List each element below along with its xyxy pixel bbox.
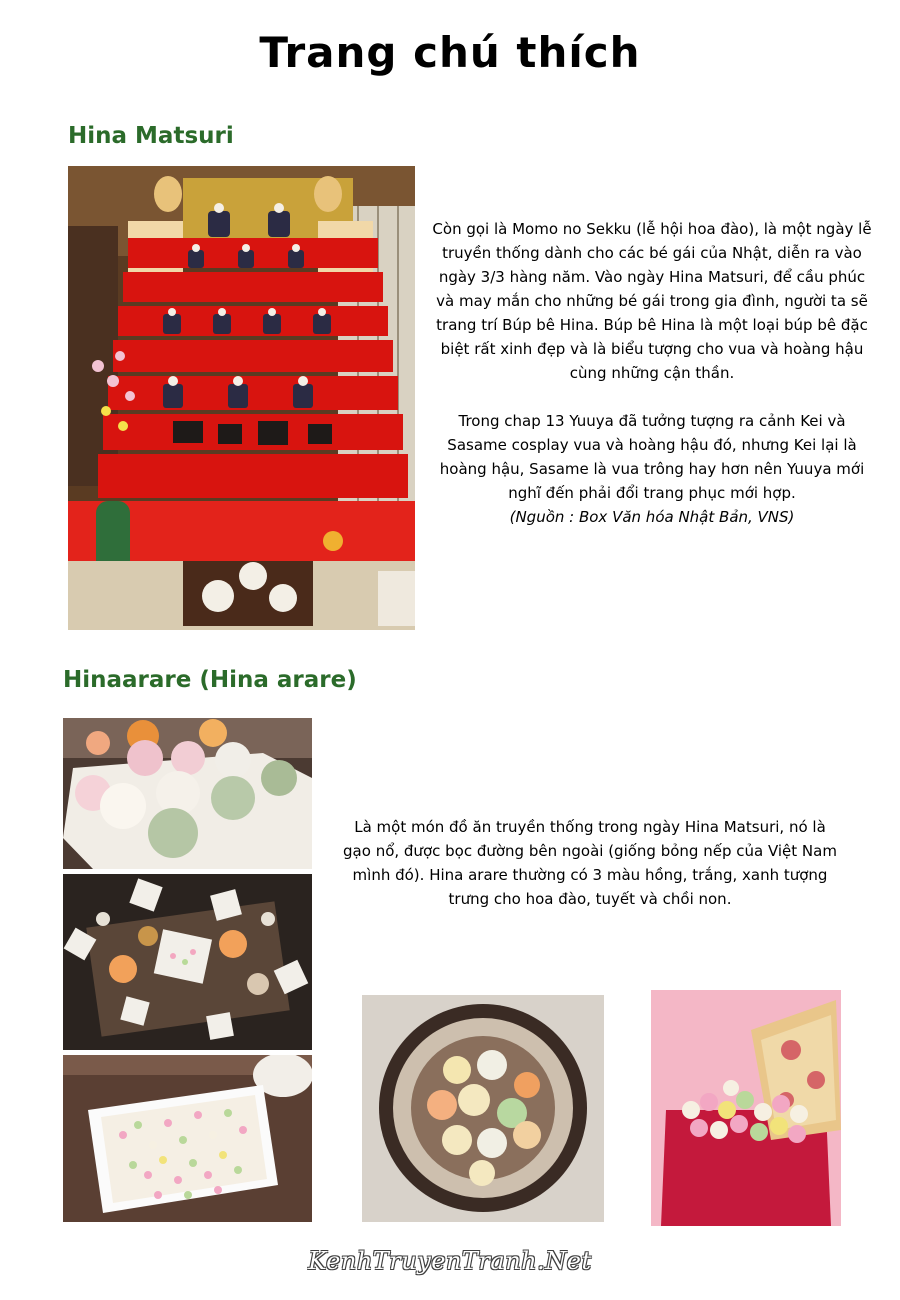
hina-doll-display-photo (68, 166, 415, 630)
mochi-sweets-photo (63, 718, 312, 869)
hinaarare-paragraph-1: Là một món đồ ăn truyền thống trong ngày Hina Matsuri, nó là gạo nổ, được bọc đường bên ngoài (giống bỏng nếp của Việt Nam mình đó). Hina arare thường có 3 màu hồng, trắng, xanh tượng trưng cho hoa đào, tuyết và chồi non. (343, 818, 837, 908)
section-heading-hina-matsuri: Hina Matsuri (68, 123, 234, 149)
hina-matsuri-paragraph-2: Trong chap 13 Yuuya đã tưởng tượng ra cảnh Kei và Sasame cosplay vua và hoàng hậu đó, nhưng Kei lại là hoàng hậu, Sasame là vua trông hay hơn nên Yuuya mới nghĩ đến phải đổi trang phục mới hợp. (439, 412, 865, 502)
hina-matsuri-paragraph-1: Còn gọi là Momo no Sekku (lễ hội hoa đào), là một ngày lễ truyền thống dành cho các bé gái của Nhật, diễn ra vào ngày 3/3 hàng năm. Vào ngày Hina Matsuri, để cầu phúc và may mắn cho những bé gái trong gia đình, người ta sẽ trang trí Búp bê Hina. Búp bê Hina là một loại búp bê đặc biệt rất xinh đẹp và là biểu tượng cho vua và hoàng hậu cùng những cận thần. (432, 220, 872, 382)
section-heading-hinaarare: Hinaarare (Hina arare) (63, 667, 357, 693)
page-title: Trang chú thích (259, 28, 641, 77)
paragraph-spacer (428, 385, 876, 409)
hina-matsuri-source: (Nguồn : Box Văn hóa Nhật Bản, VNS) (509, 508, 795, 526)
arare-bowl-photo (362, 995, 604, 1222)
hinaarare-description (340, 815, 840, 911)
hina-matsuri-description (428, 217, 876, 529)
arare-gift-box-photo (651, 990, 841, 1226)
hina-arare-tray-photo (63, 1055, 312, 1222)
table-setting-photo (63, 874, 312, 1050)
site-watermark: KenhTruyenTranh.Net (308, 1247, 592, 1275)
